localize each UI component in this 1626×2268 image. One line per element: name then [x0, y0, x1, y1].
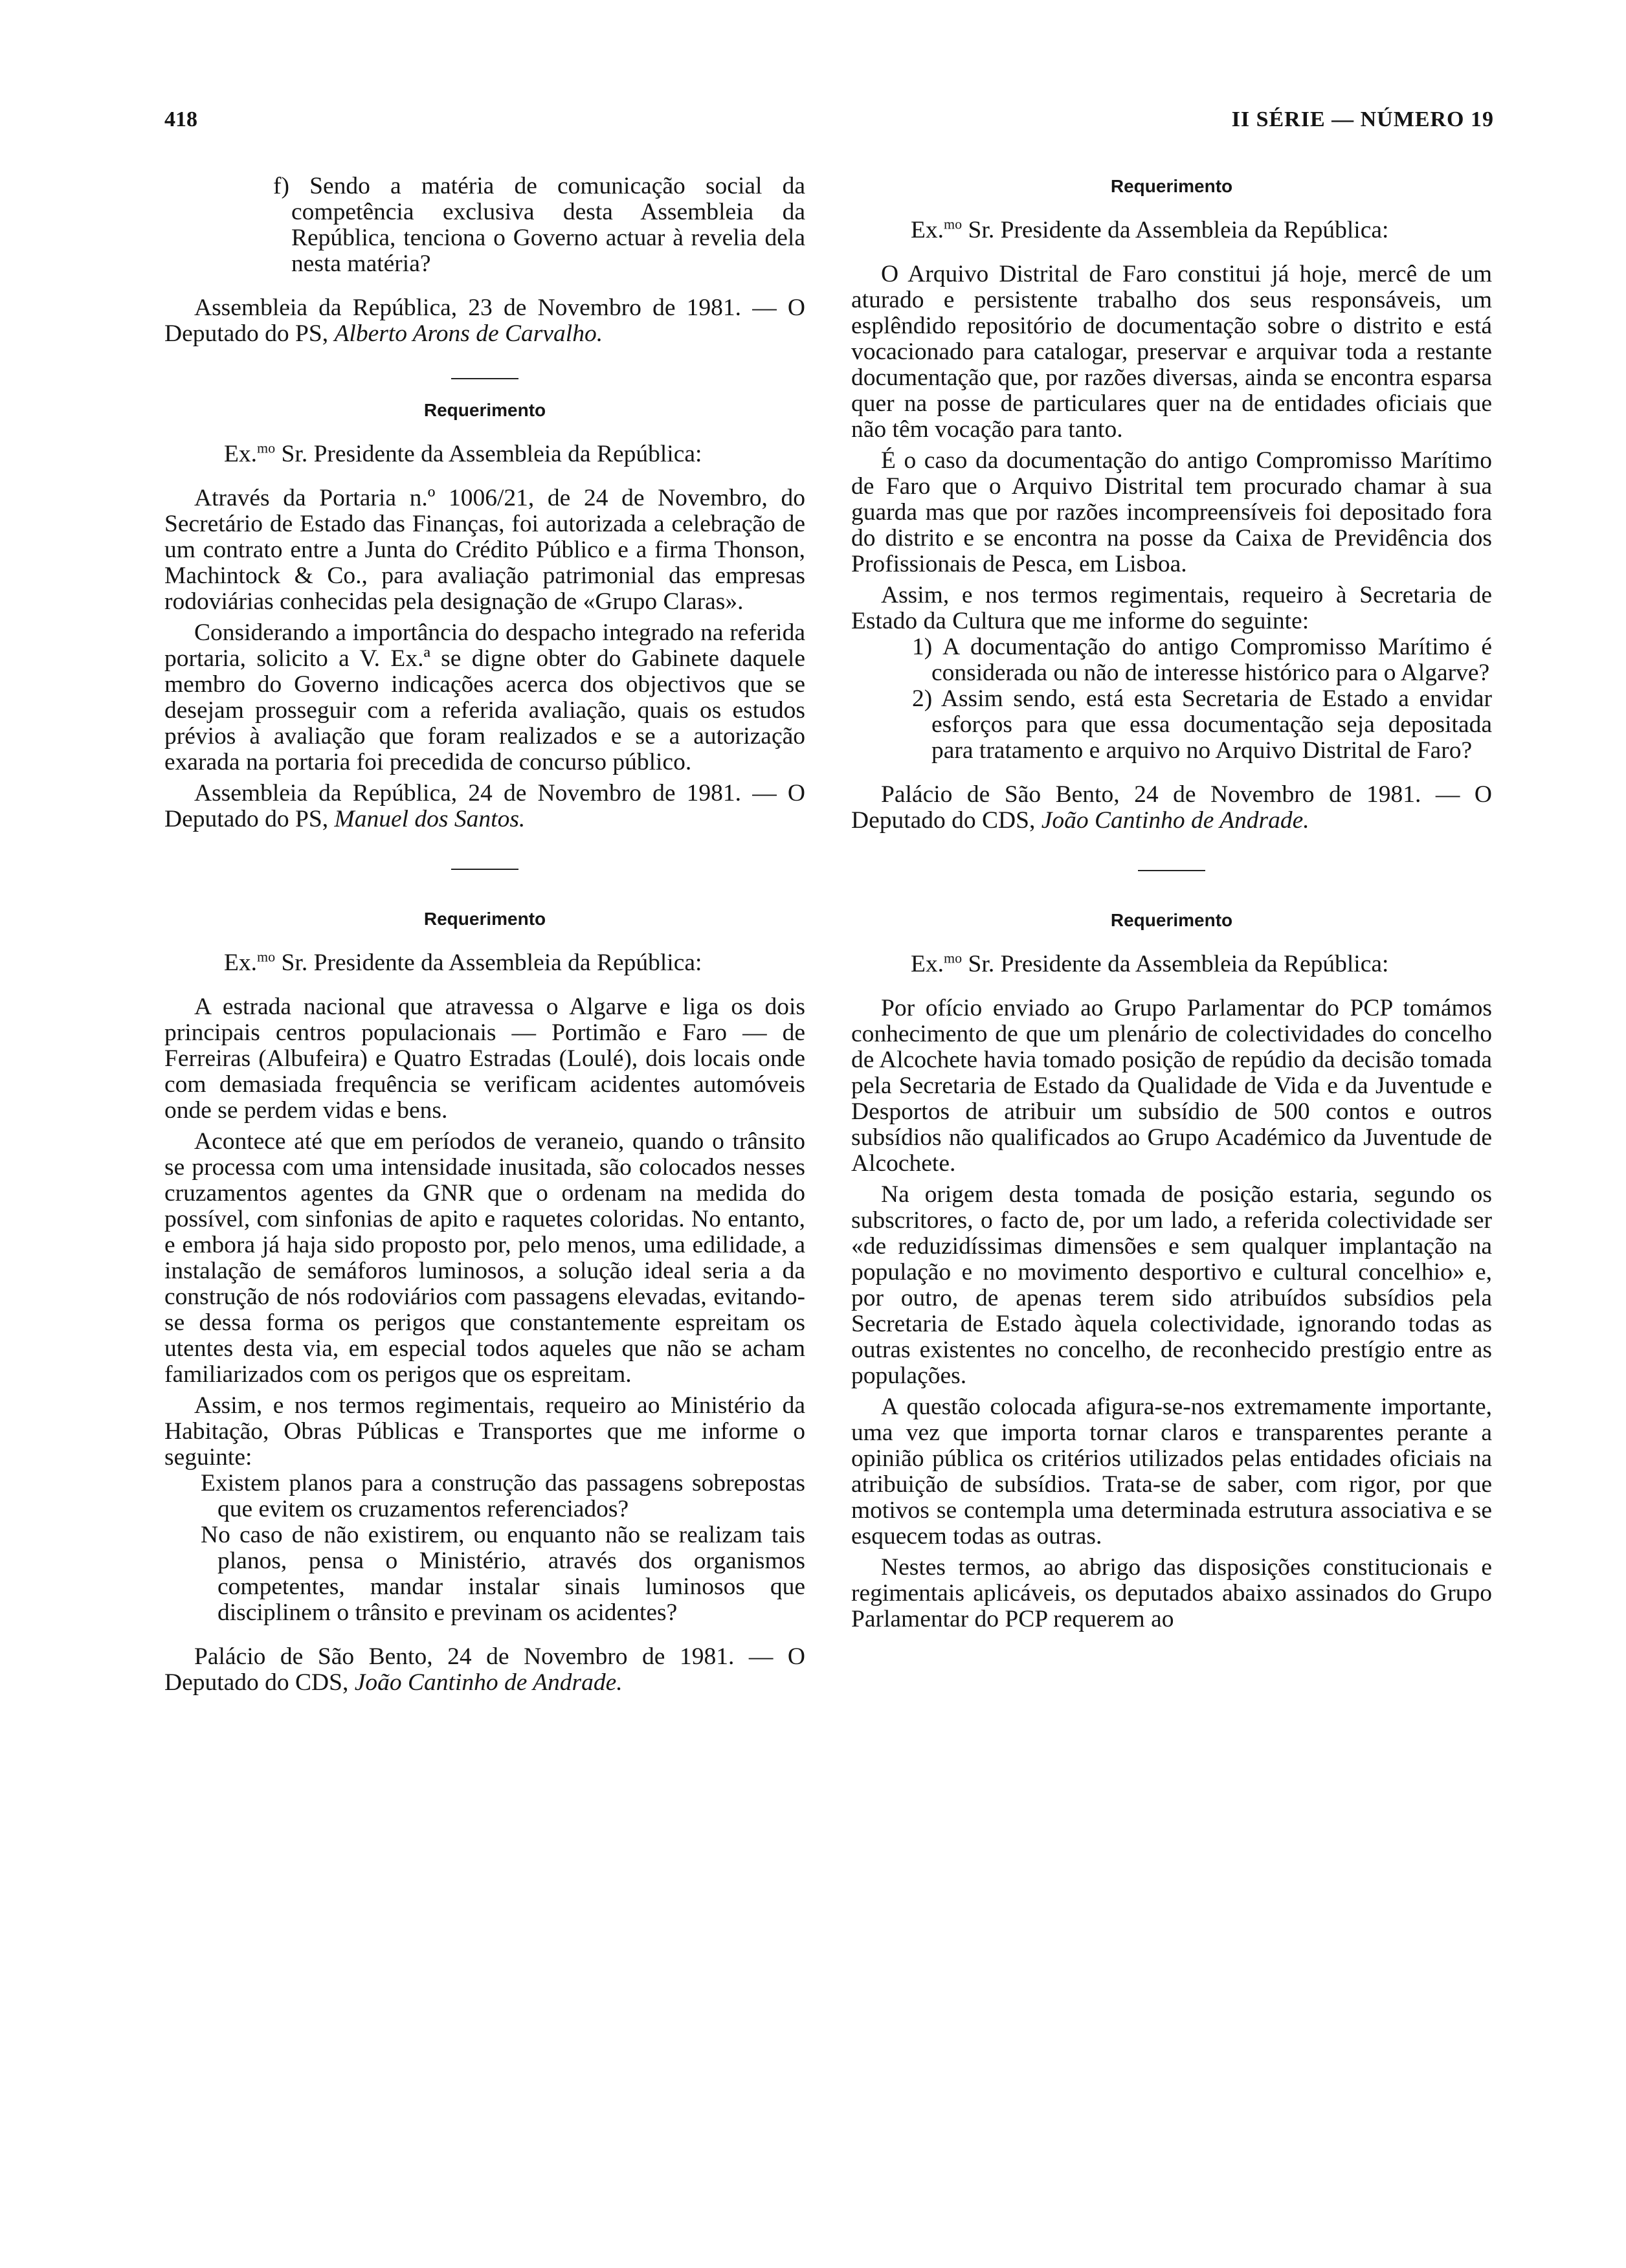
signature-text: Assembleia da República, 24 de Novembro de 1981. — O Deputado do PS,	[164, 780, 805, 832]
salutation-prefix: Ex.	[911, 217, 944, 243]
paragraph: Acontece até que em períodos de veraneio, quando o trânsito se processa com uma intensidade inusitada, são colocados nesses cruzamentos agentes da GNR que o ordenam na medida do possível, com sinfonias de apito e raquetes coloridas. No entanto, e embora já haja sido proposto por, pelo menos, uma edilidade, a instalação de semáforos luminosos, a solução ideal seria a da construção de nós rodoviários com passagens elevadas, evitando-se dessa forma os perigos que constantemente espreitam os utentes desta via, em especial todos aqueles que não se acham familiarizados com os perigos que os espreitam.	[164, 1128, 805, 1388]
paragraph: Na origem desta tomada de posição estaria, segundo os subscritores, o facto de, por um lado, a referida colectividade ser «de reduzidíssimas dimensões e sem qualquer implantação na população e no movimento desportivo e cultural concelhio» e, por outro, de apenas terem sido atribuídos subsídios pela Secretaria de Estado àquela colectividade, ignorando todas as outras existentes no concelho, de reconhecido prestígio entre as populações.	[851, 1181, 1492, 1389]
divider	[451, 869, 518, 870]
series-number: II SÉRIE — NÚMERO 19	[1231, 107, 1494, 131]
paragraph: É o caso da documentação do antigo Compromisso Marítimo de Faro que o Arquivo Distrital tem procurado chamar à sua guarda mas que por razões incompreensíveis foi depositado fora do distrito e se encontra na posse da Caixa de Previdência dos Profissionais de Pesca, em Lisboa.	[851, 447, 1492, 577]
salutation-superscript: mo	[944, 216, 963, 232]
section-heading: Requerimento	[423, 400, 546, 420]
item-f: f) Sendo a matéria de comunicação social da competência exclusiva desta Assembleia da República, tenciona o Governo actuar à revelia dela nesta matéria?	[273, 173, 805, 277]
salutation-rest: Sr. Presidente da Assembleia da República:	[962, 217, 1389, 243]
salutation-superscript: mo	[257, 948, 276, 965]
divider	[451, 378, 518, 379]
paragraph: Considerando a importância do despacho integrado na referida portaria, solicito a V. Ex.ª se digne obter do Gabinete daquele membro do Governo indicações acerca dos objectivos que se desejam prosseguir com a referida avaliação, quais os estudos prévios à avaliação que foram realizados e se a autorização exarada na portaria foi precedida de concurso público.	[164, 619, 805, 775]
salutation	[851, 951, 1492, 977]
signatory-name: João Cantinho de Andrade.	[354, 1669, 623, 1696]
salutation-superscript: mo	[944, 950, 963, 966]
paragraph: A questão colocada afigura-se-nos extremamente importante, uma vez que importa tornar claros e transparentes perante a opinião pública os critérios utilizados pelas entidades oficiais na atribuição de subsídios. Trata-se de saber, com rigor, por que motivos se contempla uma determinada estrutura associativa e se esquecem todas as outras.	[851, 1394, 1492, 1550]
signatory-name: Manuel dos Santos.	[334, 806, 526, 832]
page-number: 418	[164, 107, 197, 131]
signature-block	[164, 1644, 805, 1696]
section-heading: Requerimento	[423, 909, 546, 929]
signature-text: Palácio de São Bento, 24 de Novembro de 1981. — O Deputado do CDS,	[164, 1643, 805, 1696]
right-column	[851, 173, 1492, 1632]
signature-block	[851, 782, 1492, 834]
salutation-superscript: mo	[257, 439, 276, 456]
salutation	[851, 217, 1492, 243]
salutation-prefix: Ex.	[224, 950, 258, 976]
paragraph: Assim, e nos termos regimentais, requeiro à Secretaria de Estado da Cultura que me informe do seguinte:	[851, 582, 1492, 634]
numbered-item: 2) Assim sendo, está esta Secretaria de Estado a envidar esforços para que essa documentação seja depositada para tratamento e arquivo no Arquivo Distrital de Faro?	[912, 685, 1492, 764]
page-header	[164, 107, 1494, 139]
salutation-rest: Sr. Presidente da Assembleia da República:	[275, 950, 702, 976]
numbered-item: 1) A documentação do antigo Compromisso Marítimo é considerada ou não de interesse histórico para o Algarve?	[912, 634, 1492, 686]
section-heading: Requerimento	[1110, 176, 1233, 196]
signature-text: Palácio de São Bento, 24 de Novembro de 1981. — O Deputado do CDS,	[851, 781, 1492, 834]
section-heading: Requerimento	[1110, 910, 1233, 930]
signature-block	[164, 781, 805, 832]
signature-text: Assembleia da República, 23 de Novembro de 1981. — O Deputado do PS,	[164, 295, 805, 347]
paragraph: A estrada nacional que atravessa o Algarve e liga os dois principais centros populacionais — Portimão e Faro — de Ferreiras (Albufeira) e Quatro Estradas (Loulé), dois locais onde com demasiada frequência se verificam acidentes automóveis onde se perdem vidas e bens.	[164, 994, 805, 1124]
paragraph: Através da Portaria n.º 1006/21, de 24 de Novembro, do Secretário de Estado das Finanças, foi autorizada a celebração de um contrato entre a Junta do Crédito Público e a firma Thonson, Machintock & Co., para avaliação patrimonial das empresas rodoviárias conhecidas pela designação de «Grupo Claras».	[164, 485, 805, 615]
salutation-prefix: Ex.	[224, 441, 258, 467]
paragraph: Por ofício enviado ao Grupo Parlamentar do PCP tomámos conhecimento de que um plenário de colectividades do concelho de Alcochete havia tomado posição de repúdio da decisão tomada pela Secretaria de Estado da Qualidade de Vida e da Juventude e Desportos de atribuir um subsídio de 500 contos e outros subsídios não qualificados ao Grupo Académico da Juventude de Alcochete.	[851, 995, 1492, 1177]
list-item: No caso de não existirem, ou enquanto não se realizam tais planos, pensa o Ministério, através dos organismos competentes, mandar instalar sinais luminosos que disciplinem o trânsito e previnam os acidentes?	[201, 1522, 805, 1626]
signatory-name: João Cantinho de Andrade.	[1041, 807, 1309, 834]
divider	[1138, 870, 1205, 871]
salutation	[164, 950, 805, 976]
salutation-rest: Sr. Presidente da Assembleia da República:	[275, 441, 702, 467]
left-column	[164, 173, 805, 1696]
signature-block	[164, 295, 805, 347]
signatory-name: Alberto Arons de Carvalho.	[334, 320, 603, 347]
salutation-rest: Sr. Presidente da Assembleia da República:	[962, 951, 1389, 977]
paragraph: Nestes termos, ao abrigo das disposições constitucionais e regimentais aplicáveis, os deputados abaixo assinados do Grupo Parlamentar do PCP requerem ao	[851, 1554, 1492, 1632]
salutation-prefix: Ex.	[911, 951, 944, 977]
salutation	[164, 441, 805, 467]
paragraph: Assim, e nos termos regimentais, requeiro ao Ministério da Habitação, Obras Públicas e Transportes que me informe o seguinte:	[164, 1392, 805, 1471]
list-item: Existem planos para a construção das passagens sobrepostas que evitem os cruzamentos referenciados?	[201, 1470, 805, 1522]
paragraph: O Arquivo Distrital de Faro constitui já hoje, mercê de um aturado e persistente trabalho dos seus responsáveis, um esplêndido repositório de documentação sobre o distrito e está vocacionado para catalogar, preservar e arquivar toda a restante documentação que, por razões diversas, ainda se encontra esparsa quer na posse de particulares quer na de entidades oficiais que não têm vocação para tanto.	[851, 261, 1492, 443]
